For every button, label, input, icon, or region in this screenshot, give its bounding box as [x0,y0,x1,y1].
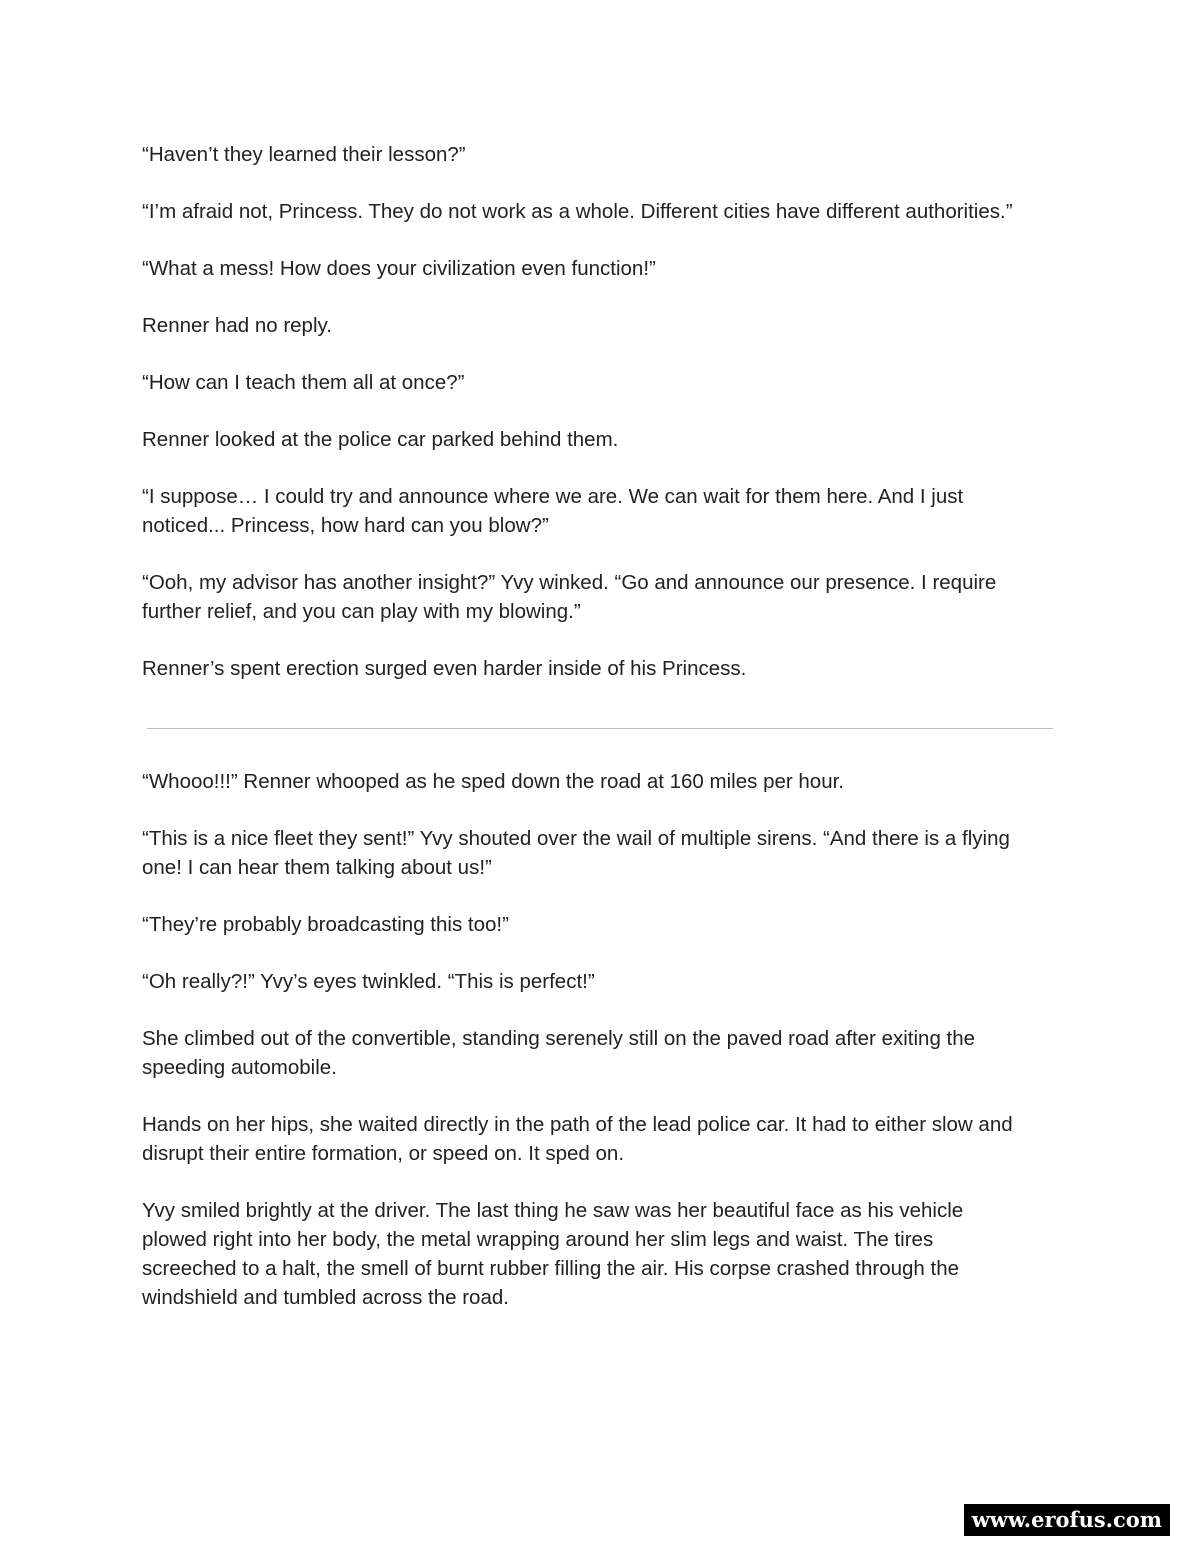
paragraph: Renner’s spent erection surged even harder inside of his Princess. [142,657,747,680]
section-1 [142,140,1072,683]
paragraph: Renner had no reply. [142,314,332,337]
paragraph: “Whooo!!!” Renner whooped as he sped down the road at 160 miles per hour. [142,770,844,793]
paragraph: Renner looked at the police car parked behind them. [142,428,619,451]
paragraph: “This is a nice fleet they sent!” Yvy shouted over the wail of multiple sirens. “And there is a flying one! I can hear them talking about us!” [142,827,1010,879]
paragraph: “I’m afraid not, Princess. They do not work as a whole. Different cities have different authorities.” [142,200,1013,223]
section-2 [142,767,1072,1312]
paragraph: “Oh really?!” Yvy’s eyes twinkled. “This is perfect!” [142,970,595,993]
paragraph: “I suppose… I could try and announce where we are. We can wait for them here. And I just noticed... Princess, how hard can you blow?” [142,485,964,537]
paragraph: “What a mess! How does your civilization even function!” [142,257,656,280]
paragraph: “Ooh, my advisor has another insight?” Yvy winked. “Go and announce our presence. I require further relief, and you can play with my blowing.” [142,571,997,623]
watermark: www.erofus.com [964,1504,1170,1536]
paragraph: “Haven’t they learned their lesson?” [142,143,466,166]
paragraph: “How can I teach them all at once?” [142,371,465,394]
paragraph: “They’re probably broadcasting this too!” [142,913,509,936]
paragraph: She climbed out of the convertible, standing serenely still on the paved road after exiting the speeding automobile. [142,1027,976,1079]
paragraph: Yvy smiled brightly at the driver. The last thing he saw was her beautiful face as his vehicle plowed right into her body, the metal wrapping around her slim legs and waist. The tires screeched to a halt, the smell of burnt rubber filling the air. His corpse crashed through the windshield and tumbled across the road. [142,1199,964,1309]
section-divider [147,728,1053,729]
paragraph: Hands on her hips, she waited directly in the path of the lead police car. It had to either slow and disrupt their entire formation, or speed on. It sped on. [142,1113,1013,1165]
